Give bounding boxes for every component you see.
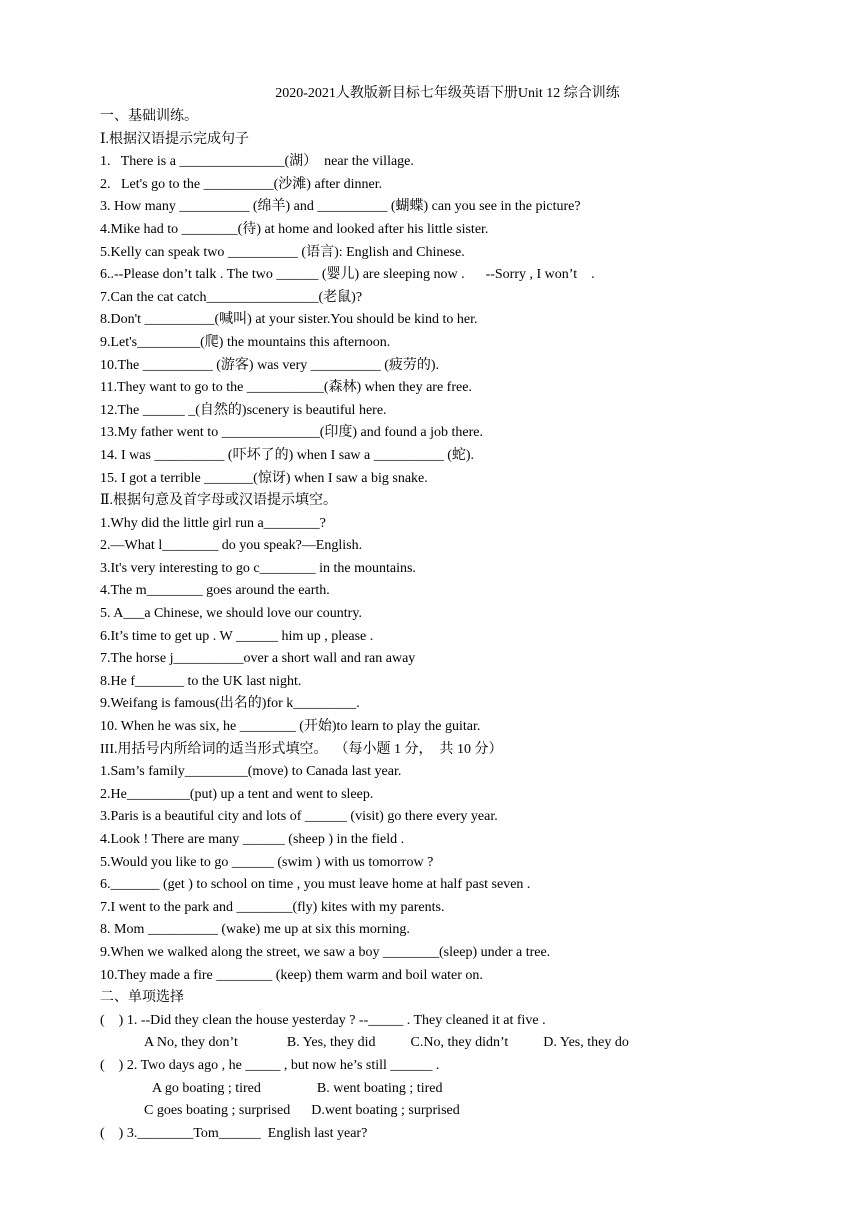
exercise-line: 6.It’s time to get up . W ______ him up , please . bbox=[100, 628, 374, 644]
exercise-line: 3.Paris is a beautiful city and lots of ______ (visit) go there every year. bbox=[100, 809, 498, 825]
exercise-line: 15. I got a terrible _______(惊讶) when I saw a big snake. bbox=[100, 470, 428, 486]
exercise-line: 8.He f_______ to the UK last night. bbox=[100, 673, 302, 689]
exercise-line: 1.Why did the little girl run a________? bbox=[100, 515, 326, 531]
exercise-line: 9.Weifang is famous(出名的)for k_________. bbox=[100, 696, 360, 712]
exercise-line: 1.Sam’s family_________(move) to Canada last year. bbox=[100, 764, 402, 780]
exercise-line: 13.My father went to ______________(印度) and found a job there. bbox=[100, 425, 483, 441]
answer-options: C goes boating ; surprised D.went boating ; surprised bbox=[144, 1103, 460, 1119]
exercise-line: 7.I went to the park and ________(fly) kites with my parents. bbox=[100, 899, 445, 915]
question-line: ( ) 2. Two days ago , he _____ , but now he’s still ______ . bbox=[100, 1057, 440, 1073]
exercise-line: 2. Let's go to the __________(沙滩) after dinner. bbox=[100, 176, 383, 192]
section-heading: III.用括号内所给词的适当形式填空。 （每小题 1 分， 共 10 分） bbox=[100, 741, 503, 757]
exercise-line: 11.They want to go to the ___________(森林) when they are free. bbox=[100, 380, 472, 396]
title-text: 2020-2021人教版新目标七年级英语下册Unit 12 综合训练 bbox=[275, 86, 620, 101]
exercise-line: 7.Can the cat catch________________(老鼠)? bbox=[100, 289, 363, 305]
section-heading: Ⅱ.根据句意及首字母或汉语提示填空。 bbox=[100, 493, 338, 509]
exercise-line: 4.Mike had to ________(待) at home and looked after his little sister. bbox=[100, 221, 489, 237]
exercise-line: 4.Look ! There are many ______ (sheep ) in the field . bbox=[100, 832, 405, 847]
answer-options: A go boating ; tired B. went boating ; tired bbox=[152, 1080, 443, 1096]
answer-options: A No, they don’t B. Yes, they did C.No, they didn’t D. Yes, they do bbox=[144, 1035, 629, 1051]
exercise-line: 5.Kelly can speak two __________ (语言): English and Chinese. bbox=[100, 244, 465, 260]
section-heading: 一、基础训练。 bbox=[100, 109, 198, 124]
exercise-line: 8. Mom __________ (wake) me up at six this morning. bbox=[100, 922, 410, 938]
exercise-line: 4.The m________ goes around the earth. bbox=[100, 583, 330, 599]
exercise-line: 2.He_________(put) up a tent and went to sleep. bbox=[100, 786, 374, 802]
section-heading: 二、单项选择 bbox=[100, 990, 184, 1006]
section-heading: Ⅰ.根据汉语提示完成句子 bbox=[100, 131, 250, 147]
exercise-line: 6..--Please don’t talk . The two ______ (婴儿) are sleeping now . --Sorry , I won’t . bbox=[100, 267, 595, 283]
exercise-line: 1. There is a _______________(湖） near the village. bbox=[100, 154, 414, 170]
exercise-line: 7.The horse j__________over a short wall and ran away bbox=[100, 651, 416, 667]
exercise-line: 10. When he was six, he ________ (开始)to learn to play the guitar. bbox=[100, 719, 481, 735]
exercise-line: 14. I was __________ (吓坏了的) when I saw a __________ (蛇). bbox=[100, 447, 475, 463]
document-body bbox=[100, 106, 820, 1145]
exercise-line: 6._______ (get ) to school on time , you must leave home at half past seven . bbox=[100, 877, 531, 893]
exercise-line: 5. A___a Chinese, we should love our country. bbox=[100, 606, 362, 622]
question-line: ( ) 3.________Tom______ English last year? bbox=[100, 1125, 368, 1141]
exercise-line: 2.—What l________ do you speak?—English. bbox=[100, 538, 363, 554]
exercise-line: 9.When we walked along the street, we saw a boy ________(sleep) under a tree. bbox=[100, 944, 551, 960]
exercise-line: 12.The ______ _(自然的)scenery is beautiful here. bbox=[100, 402, 387, 418]
question-line: ( ) 1. --Did they clean the house yesterday ? --_____ . They cleaned it at five . bbox=[100, 1012, 546, 1028]
exercise-line: 9.Let's_________(爬) the mountains this afternoon. bbox=[100, 334, 391, 350]
exercise-line: 8.Don't __________(喊叫) at your sister.You should be kind to her. bbox=[100, 312, 478, 328]
exercise-line: 10.The __________ (游客) was very __________ (疲劳的). bbox=[100, 357, 440, 373]
exercise-line: 5.Would you like to go ______ (swim ) with us tomorrow ? bbox=[100, 854, 434, 870]
page-title bbox=[0, 84, 730, 104]
exercise-line: 3. How many __________ (绵羊) and __________ (蝴蝶) can you see in the picture? bbox=[100, 199, 581, 215]
exercise-line: 10.They made a fire ________ (keep) them warm and boil water on. bbox=[100, 967, 483, 983]
exercise-line: 3.It's very interesting to go c________ in the mountains. bbox=[100, 560, 416, 576]
